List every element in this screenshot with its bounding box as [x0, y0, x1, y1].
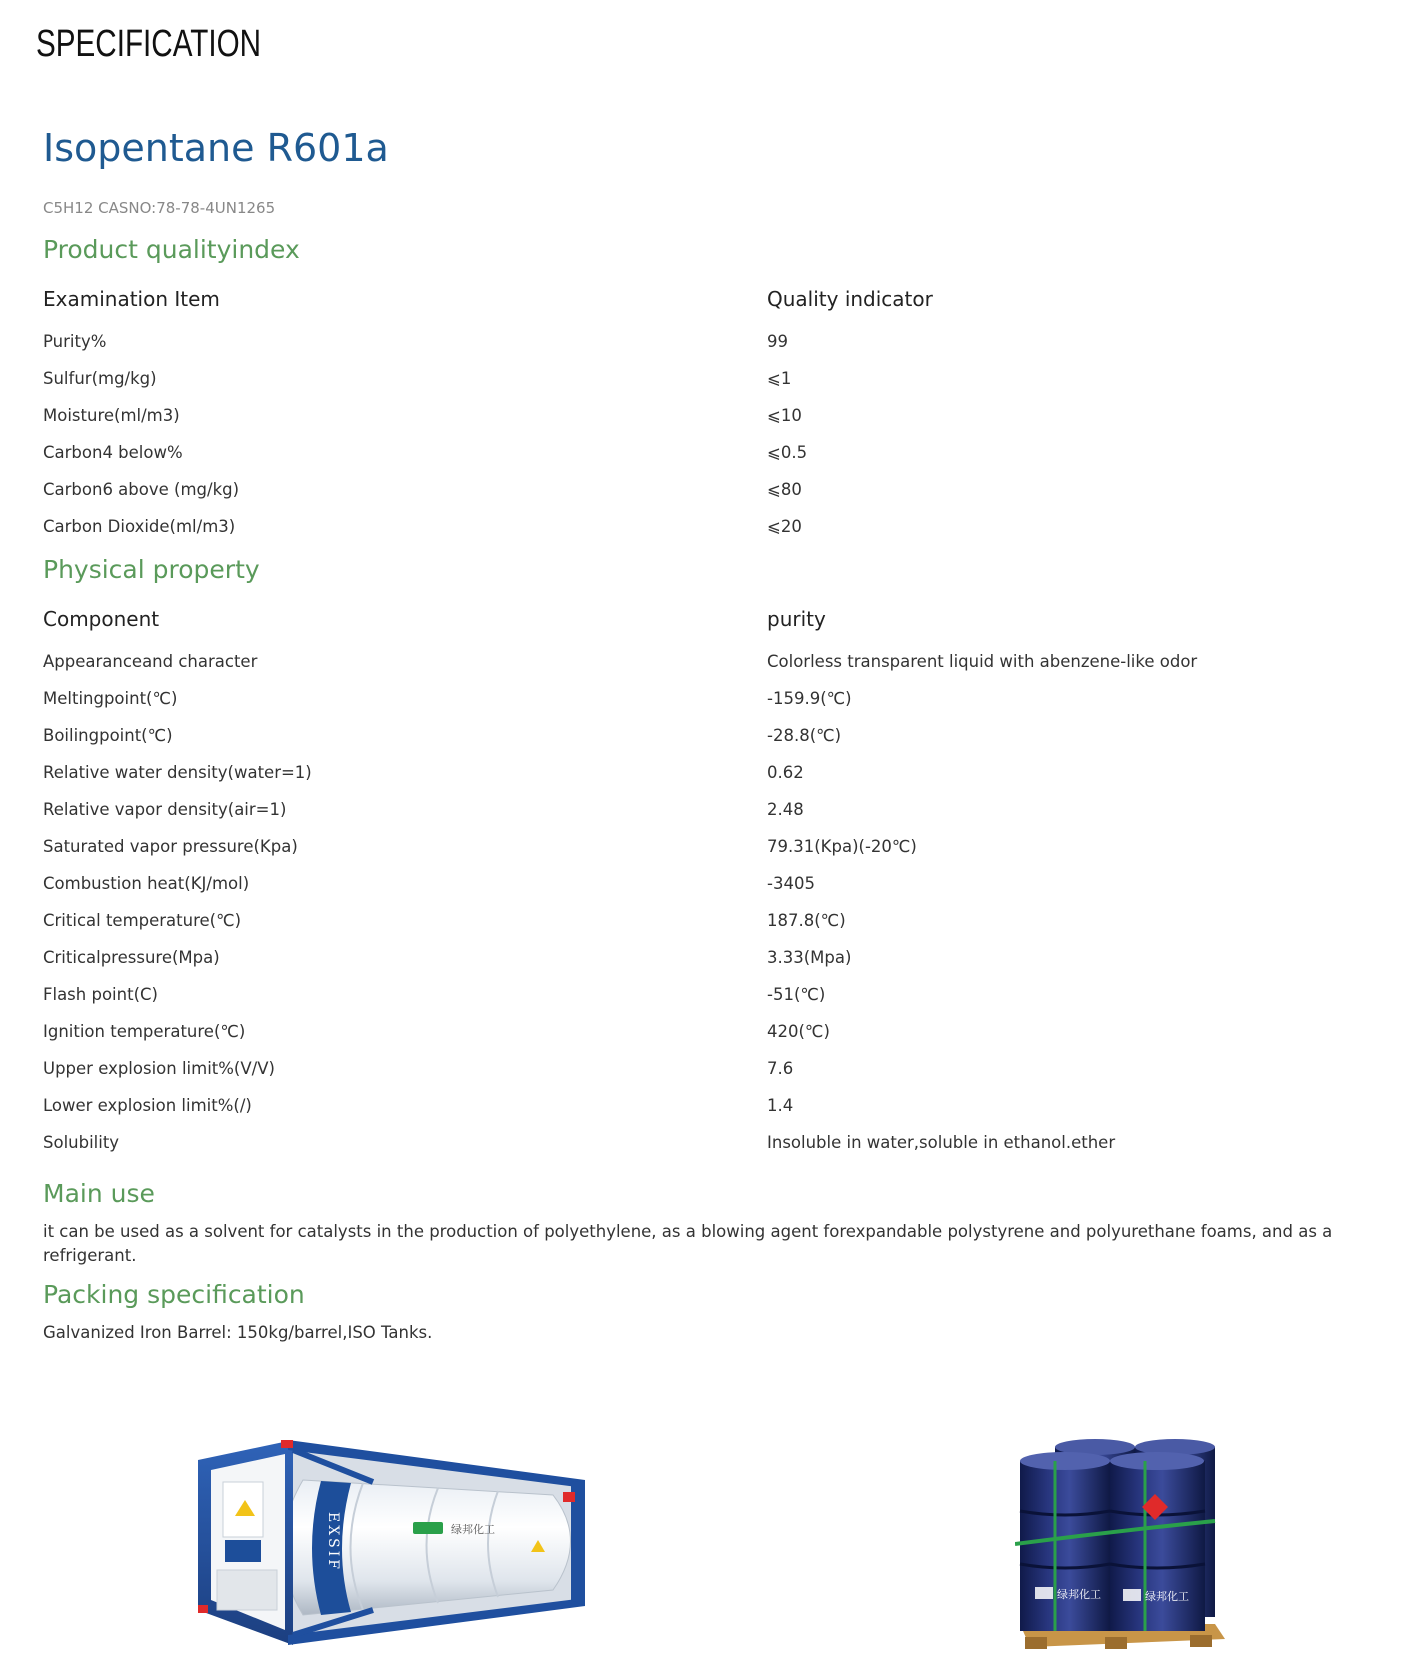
- tank-side-text: 绿邦化工: [451, 1523, 495, 1536]
- table-cell: ⩽80: [767, 480, 802, 499]
- table-cell: Criticalpressure(Mpa): [43, 948, 220, 967]
- table-cell: Flash point(C): [43, 985, 158, 1004]
- table-row: [43, 1087, 1413, 1124]
- table-row: [43, 508, 1413, 545]
- barrel-label: 绿邦化工: [1057, 1588, 1101, 1601]
- packing-text: Galvanized Iron Barrel: 150kg/barrel,ISO Tanks.: [43, 1323, 433, 1342]
- table-cell: ⩽10: [767, 406, 802, 425]
- physical-table: [43, 595, 1413, 1161]
- table-row: [43, 1013, 1413, 1050]
- table-cell: Saturated vapor pressure(Kpa): [43, 837, 298, 856]
- quality-heading: Product qualityindex: [43, 235, 300, 264]
- page-heading: SPECIFICATION: [36, 23, 262, 65]
- table-row: [43, 1124, 1413, 1161]
- table-cell: Ignition temperature(℃): [43, 1022, 246, 1041]
- table-cell: Purity%: [43, 332, 107, 351]
- table-cell: Relative water density(water=1): [43, 763, 312, 782]
- table-cell: 7.6: [767, 1059, 794, 1078]
- table-row: [43, 791, 1413, 828]
- table-cell: -3405: [767, 874, 815, 893]
- table-row: [43, 865, 1413, 902]
- table-row: [43, 323, 1413, 360]
- table-cell: 420(℃): [767, 1022, 830, 1041]
- table-cell: Lower explosion limit%(/): [43, 1096, 252, 1115]
- table-cell: Solubility: [43, 1133, 120, 1152]
- table-row: [43, 902, 1413, 939]
- table-cell: 79.31(Kpa)(-20℃): [767, 837, 917, 856]
- table-row: [43, 643, 1413, 680]
- table-cell: Insoluble in water,soluble in ethanol.ether: [767, 1133, 1116, 1152]
- tank-vertical-label: EXSIF: [325, 1512, 341, 1573]
- table-cell: Appearanceand character: [43, 652, 258, 671]
- table-cell: 0.62: [767, 763, 804, 782]
- table-row: [43, 939, 1413, 976]
- table-cell: ⩽0.5: [767, 443, 808, 462]
- physical-column-header: Component: [43, 607, 160, 631]
- table-cell: Boilingpoint(℃): [43, 726, 173, 745]
- table-row: [43, 680, 1413, 717]
- main-use-text: it can be used as a solvent for catalysts in the production of polyethylene, as a blowing agent forexpandable polystyrene and polyurethane foams, and as a refrigerant.: [43, 1222, 1333, 1265]
- table-cell: Carbon Dioxide(ml/m3): [43, 517, 236, 536]
- table-cell: Relative vapor density(air=1): [43, 800, 287, 819]
- quality-column-header: Examination Item: [43, 287, 220, 311]
- table-cell: -28.8(℃): [767, 726, 842, 745]
- table-cell: -51(℃): [767, 985, 826, 1004]
- iso-tank-image: [193, 1440, 597, 1645]
- table-cell: Meltingpoint(℃): [43, 689, 178, 708]
- main-use-heading: Main use: [43, 1179, 155, 1208]
- table-cell: 1.4: [767, 1096, 794, 1115]
- table-cell: Combustion heat(KJ/mol): [43, 874, 250, 893]
- table-row: [43, 976, 1413, 1013]
- physical-heading: Physical property: [43, 555, 260, 584]
- table-row: [43, 1050, 1413, 1087]
- table-cell: 3.33(Mpa): [767, 948, 852, 967]
- quality-column-header: Quality indicator: [767, 287, 933, 311]
- steel-barrels-image: [1015, 1439, 1230, 1654]
- table-cell: 187.8(℃): [767, 911, 846, 930]
- product-title: Isopentane R601a: [43, 126, 389, 170]
- quality-table: [43, 275, 1413, 545]
- packing-heading: Packing specification: [43, 1280, 305, 1309]
- table-row: [43, 397, 1413, 434]
- packing-images: [0, 1440, 1420, 1680]
- table-cell: Carbon4 below%: [43, 443, 183, 462]
- table-cell: ⩽1: [767, 369, 792, 388]
- table-cell: Upper explosion limit%(V/V): [43, 1059, 275, 1078]
- physical-column-header: purity: [767, 607, 826, 631]
- table-cell: 99: [767, 332, 788, 351]
- table-cell: Colorless transparent liquid with abenzene-like odor: [767, 652, 1198, 671]
- table-row: [43, 360, 1413, 397]
- table-cell: -159.9(℃): [767, 689, 852, 708]
- table-row: [43, 828, 1413, 865]
- table-cell: Critical temperature(℃): [43, 911, 242, 930]
- table-row: [43, 754, 1413, 791]
- table-row: [43, 471, 1413, 508]
- product-formula: C5H12 CASNO:78-78-4UN1265: [43, 199, 276, 217]
- table-row: [43, 434, 1413, 471]
- table-cell: Carbon6 above (mg/kg): [43, 480, 240, 499]
- table-row: [43, 717, 1413, 754]
- table-cell: Sulfur(mg/kg): [43, 369, 157, 388]
- table-cell: ⩽20: [767, 517, 802, 536]
- table-cell: 2.48: [767, 800, 804, 819]
- barrel-label: 绿邦化工: [1145, 1590, 1189, 1603]
- table-cell: Moisture(ml/m3): [43, 406, 180, 425]
- quality-header-row: [43, 275, 1413, 323]
- physical-header-row: [43, 595, 1413, 643]
- product-content: [43, 118, 1413, 1345]
